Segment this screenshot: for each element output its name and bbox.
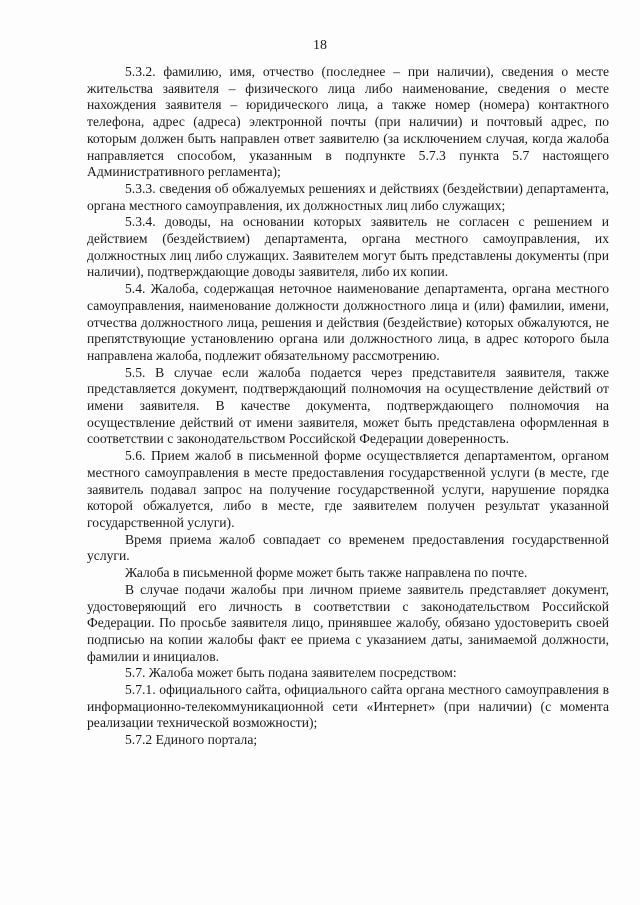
paragraph-5-3-4: 5.3.4. доводы, на основании которых заявитель не согласен с решением и действием (бездействием) департамента, органа местного самоуправления, их должностных лиц либо служащих. Заявителем могут быть представлены документы (при наличии), подтверждающие доводы заявителя, либо их копии. (87, 214, 609, 280)
paragraph-reception-time: Время приема жалоб совпадает со временем предоставления государственной услуги. (87, 531, 609, 564)
page-number: 18 (313, 38, 327, 53)
paragraph-5-3-3: 5.3.3. сведения об обжалуемых решениях и действиях (бездействии) департамента, органа местного самоуправления, их должностных лиц либо служащих; (87, 180, 609, 213)
paragraph-5-7-2: 5.7.2 Единого портала; (125, 732, 258, 748)
paragraph-personal-reception: В случае подачи жалобы при личном приеме заявитель представляет документ, удостоверяющий его личность в соответствии с законодательством Российской Федерации. По просьбе заявителя лицо, принявшее жалобу, обязано удостоверить своей подписью на копии жалобы факт ее приема с указанием даты, занимаемой должности, фамилии и инициалов. (87, 581, 609, 664)
paragraph-5-7-1: 5.7.1. официального сайта, официального сайта органа местного самоуправления в информационно-телекоммуникационной сети «Интернет» (при наличии) (с момента реализации технической возможности); (87, 682, 609, 731)
paragraph-by-mail: Жалоба в письменной форме может быть также направлена по почте. (125, 565, 528, 581)
paragraph-5-7: 5.7. Жалоба может быть подана заявителем посредством: (125, 665, 457, 681)
paragraph-5-4: 5.4. Жалоба, содержащая неточное наименование департамента, органа местного самоуправления, наименование должности должностного лица и (или) фамилии, имени, отчества должностного лица, решения и действия (бездействие) которых обжалуются, не препятствующие установлению органа или должностного лица, в адрес которого была направлена жалоба, подлежит обязательному рассмотрению. (87, 281, 609, 363)
document-body (87, 64, 609, 749)
paragraph-5-3-2: 5.3.2. фамилию, имя, отчество (последнее – при наличии), сведения о месте жительства заявителя – физического лица либо наименование, сведения о месте нахождения заявителя – юридического лица, а также номер (номера) контактного телефона, адрес (адреса) электронной почты (при наличии) и почтовый адрес, по которым должен быть направлен ответ заявителю (за исключением случая, когда жалоба направляется способом, указанным в подпункте 5.7.3 пункта 5.7 настоящего Административного регламента); (87, 64, 609, 180)
paragraph-5-5: 5.5. В случае если жалоба подается через представителя заявителя, также представляется документ, подтверждающий полномочия на осуществление действий от имени заявителя. В качестве документа, подтверждающего полномочия на осуществление действий от имени заявителя, может быть представлена оформленная в соответствии с законодательством Российской Федерации доверенность. (87, 364, 609, 447)
paragraph-5-6: 5.6. Прием жалоб в письменной форме осуществляется департаментом, органом местного самоуправления в месте предоставления государственной услуги (в месте, где заявитель подавал запрос на получение государственной услуги, нарушение порядка которой обжалуется, либо в месте, где заявителем получен результат указанной государственной услуги). (87, 448, 609, 530)
